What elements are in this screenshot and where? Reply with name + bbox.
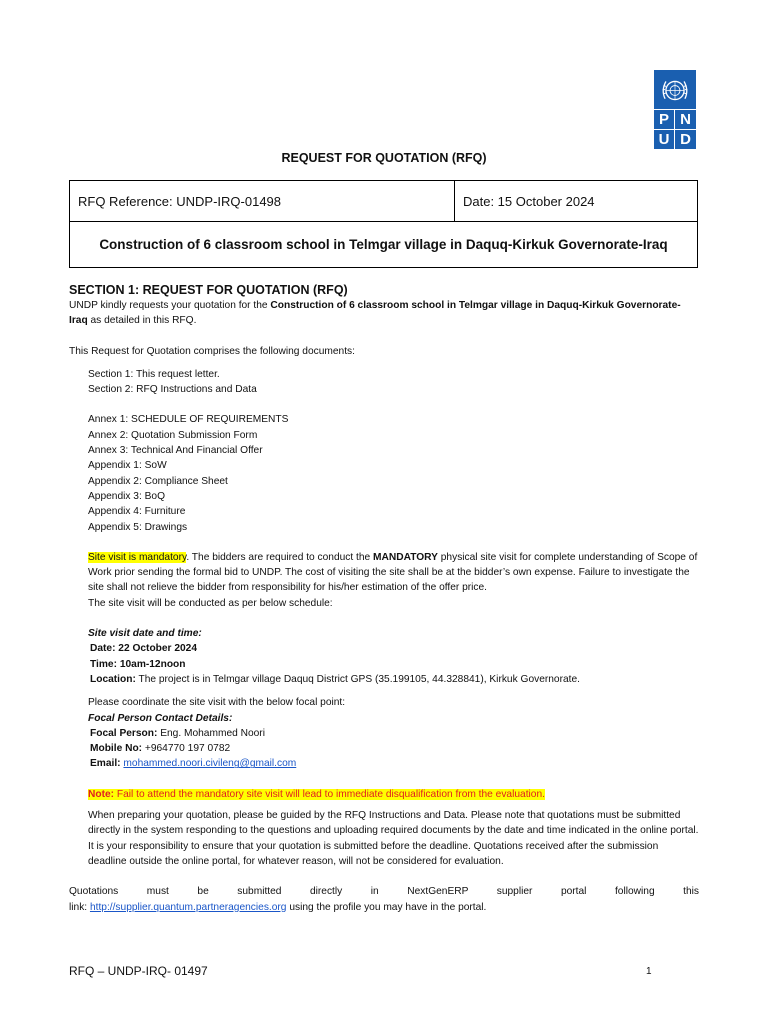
rfq-reference-table — [69, 180, 698, 268]
logo-letter: P — [654, 109, 675, 129]
coordinate-text: Please coordinate the site visit with the below focal point: — [88, 697, 346, 709]
visit-location: Location: The project is in Telmgar village Daquq District GPS (35.199105, 44.328841), Kirkuk Governorate. — [90, 673, 580, 685]
site-visit-block — [69, 550, 699, 869]
site-visit-paragraph: Site visit is mandatory. The bidders are required to conduct the MANDATORY physical site visit for complete understanding of Scope of Work prior sending the formal bid to UNDP. The cost of visiting the site shall be at the bidder’s own expense. Failure to investigate the site shall not relieve the bidder from responsibility for his/her estimation of the offer price. — [88, 551, 698, 594]
list-item: Section 1: This request letter. — [88, 368, 220, 380]
rfq-date: Date: 15 October 2024 — [455, 181, 698, 222]
focal-person: Focal Person: Eng. Mohammed Noori — [90, 727, 265, 739]
visit-date: Date: 22 October 2024 — [90, 643, 198, 655]
email-line: Email: mohammed.noori.civileng@gmail.com — [90, 758, 297, 770]
supplier-portal-link[interactable]: http://supplier.quantum.partneragencies.org — [89, 901, 287, 913]
list-item: Annex 1: SCHEDULE OF REQUIREMENTS — [88, 414, 289, 426]
intro-paragraph: UNDP kindly requests your quotation for the Construction of 6 classroom school in Telmgar village in Daquq-Kirkuk Governorate-Iraq as detailed in this RFQ. — [69, 300, 681, 327]
list-item: Annex 3: Technical And Financial Offer — [88, 445, 263, 457]
document-body — [69, 282, 699, 915]
document-title: REQUEST FOR QUOTATION (RFQ) — [281, 151, 487, 165]
list-item: Section 2: RFQ Instructions and Data — [88, 384, 257, 396]
note-line: Note: Fail to attend the mandatory site visit will lead to immediate disqualification from the evaluation. — [88, 788, 545, 800]
list-item: Appendix 1: SoW — [88, 460, 167, 472]
section-list — [69, 367, 699, 535]
undp-logo — [654, 70, 696, 149]
logo-letter: D — [675, 129, 696, 149]
list-item: Appendix 3: BoQ — [88, 490, 166, 502]
page-number: 1 — [646, 966, 652, 977]
list-item: Appendix 5: Drawings — [88, 521, 188, 533]
focal-heading: Focal Person Contact Details: — [88, 712, 233, 724]
preparing-paragraph: When preparing your quotation, please be guided by the RFQ Instructions and Data. Please note that quotations must be submitted directly in the system responding to the questions and uploading required documents by the date and time indicated in the online portal. It is your responsibility to ensure that your quotation is submitted before the deadline. Quotations received after the submission deadline outside the online portal, for whatever reason, will not be considered for evaluation. — [88, 810, 699, 867]
logo-letter: N — [675, 109, 696, 129]
project-title: Construction of 6 classroom school in Telmgar village in Daquq-Kirkuk Governorate-Iraq — [70, 222, 698, 268]
list-item: Appendix 4: Furniture — [88, 506, 186, 518]
date-time-heading: Site visit date and time: — [88, 628, 202, 640]
list-item: Appendix 2: Compliance Sheet — [88, 475, 228, 487]
section-heading: SECTION 1: REQUEST FOR QUOTATION (RFQ) — [69, 283, 348, 297]
logo-letters — [654, 109, 696, 149]
email-link[interactable]: mohammed.noori.civileng@gmail.com — [123, 758, 297, 770]
schedule-note: The site visit will be conducted as per below schedule: — [88, 597, 333, 609]
logo-letter: U — [654, 129, 675, 149]
un-emblem-icon — [658, 74, 692, 107]
mobile-number: Mobile No: +964770 197 0782 — [90, 743, 231, 755]
visit-time: Time: 10am-12noon — [90, 658, 186, 670]
footer-reference: RFQ – UNDP-IRQ- 01497 — [69, 964, 208, 978]
submission-line: Quotations must be submitted directly in NextGenERP supplier portal following this — [69, 886, 699, 898]
list-item: Annex 2: Quotation Submission Form — [88, 429, 258, 441]
submission-link-line: link: http://supplier.quantum.partneragencies.org using the profile you may have in the portal. — [69, 901, 487, 913]
rfq-reference: RFQ Reference: UNDP-IRQ-01498 — [70, 181, 455, 222]
comprises-text: This Request for Quotation comprises the following documents: — [69, 345, 355, 357]
